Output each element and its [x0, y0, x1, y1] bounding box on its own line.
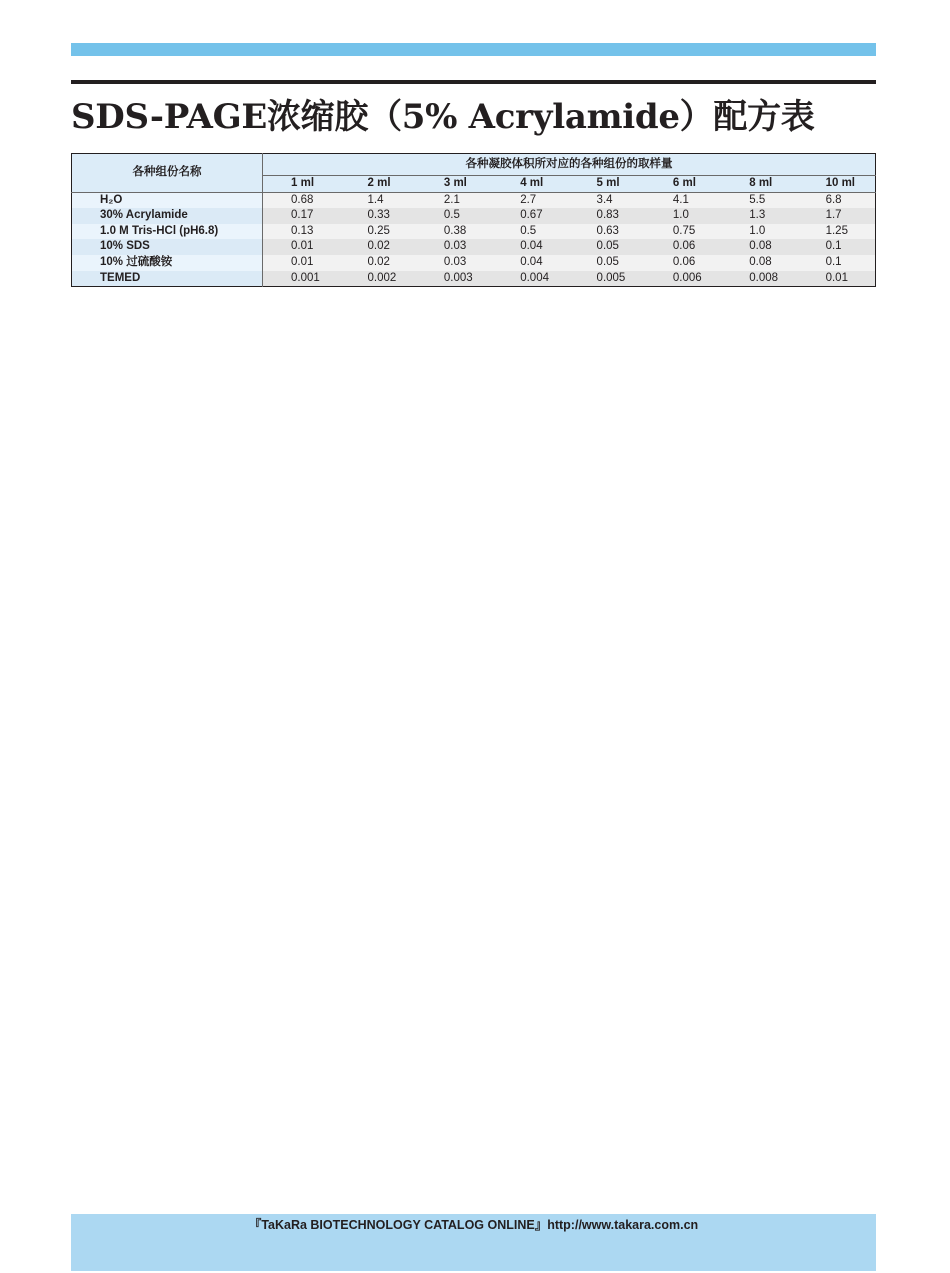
volume-header: 8 ml [721, 176, 797, 193]
table-cell: 0.08 [721, 239, 797, 255]
table-cell: 0.75 [645, 224, 721, 240]
top-accent-bar [71, 43, 876, 56]
table-cell: 6.8 [798, 192, 876, 208]
table-cell: 0.05 [569, 255, 645, 271]
table-cell: 0.02 [340, 239, 416, 255]
component-name: 10% 过硫酸铵 [72, 255, 263, 271]
table-cell: 3.4 [569, 192, 645, 208]
table-cell: 0.63 [569, 224, 645, 240]
table-row [72, 224, 876, 240]
table-cell: 1.7 [798, 208, 876, 224]
table-cell: 0.01 [263, 239, 340, 255]
table-row [72, 192, 876, 208]
table-cell: 0.03 [416, 239, 492, 255]
table-cell: 0.5 [416, 208, 492, 224]
table-cell: 5.5 [721, 192, 797, 208]
table-cell: 1.3 [721, 208, 797, 224]
table-cell: 0.04 [492, 239, 568, 255]
table-cell: 0.003 [416, 271, 492, 287]
table-cell: 0.004 [492, 271, 568, 287]
volume-header: 10 ml [798, 176, 876, 193]
volume-header: 6 ml [645, 176, 721, 193]
table-cell: 0.04 [492, 255, 568, 271]
table-cell: 0.08 [721, 255, 797, 271]
table-cell: 0.005 [569, 271, 645, 287]
table-cell: 1.0 [721, 224, 797, 240]
volume-header: 3 ml [416, 176, 492, 193]
volume-header: 1 ml [263, 176, 340, 193]
table-cell: 0.06 [645, 239, 721, 255]
volume-header: 5 ml [569, 176, 645, 193]
component-name: 10% SDS [72, 239, 263, 255]
table-row [72, 271, 876, 287]
page-title: SDS-PAGE浓缩胶（5% Acrylamide）配方表 [71, 97, 815, 137]
table-cell: 0.83 [569, 208, 645, 224]
table-cell: 4.1 [645, 192, 721, 208]
table-cell: 2.7 [492, 192, 568, 208]
table-row [72, 239, 876, 255]
component-name: H₂O [72, 192, 263, 208]
table-cell: 0.25 [340, 224, 416, 240]
table-cell: 0.02 [340, 255, 416, 271]
table-cell: 0.06 [645, 255, 721, 271]
table-cell: 2.1 [416, 192, 492, 208]
table-cell: 0.33 [340, 208, 416, 224]
volume-header: 4 ml [492, 176, 568, 193]
footer-text: 『TaKaRa BIOTECHNOLOGY CATALOG ONLINE』http://www.takara.com.cn [248, 1218, 699, 1232]
component-name: 1.0 M Tris-HCl (pH6.8) [72, 224, 263, 240]
table-cell: 0.67 [492, 208, 568, 224]
recipe-table [71, 153, 876, 287]
table-cell: 0.17 [263, 208, 340, 224]
volume-group-header: 各种凝胶体积所对应的各种组份的取样量 [263, 154, 876, 176]
footer-band [71, 1214, 876, 1271]
volume-header: 2 ml [340, 176, 416, 193]
table-header-row [72, 154, 876, 176]
table-cell: 0.1 [798, 239, 876, 255]
table-row [72, 255, 876, 271]
component-name: 30% Acrylamide [72, 208, 263, 224]
table-cell: 0.68 [263, 192, 340, 208]
table-cell: 0.05 [569, 239, 645, 255]
table-cell: 0.006 [645, 271, 721, 287]
table-cell: 0.38 [416, 224, 492, 240]
component-header: 各种组份名称 [72, 154, 263, 193]
table-cell: 0.01 [263, 255, 340, 271]
table-cell: 0.01 [798, 271, 876, 287]
table-cell: 0.002 [340, 271, 416, 287]
table-cell: 0.13 [263, 224, 340, 240]
table-cell: 0.03 [416, 255, 492, 271]
component-name: TEMED [72, 271, 263, 287]
title-rule [71, 80, 876, 84]
table-row [72, 208, 876, 224]
table-cell: 0.5 [492, 224, 568, 240]
table-cell: 1.25 [798, 224, 876, 240]
table-cell: 0.1 [798, 255, 876, 271]
table-cell: 0.008 [721, 271, 797, 287]
table-cell: 0.001 [263, 271, 340, 287]
table-cell: 1.4 [340, 192, 416, 208]
table-cell: 1.0 [645, 208, 721, 224]
